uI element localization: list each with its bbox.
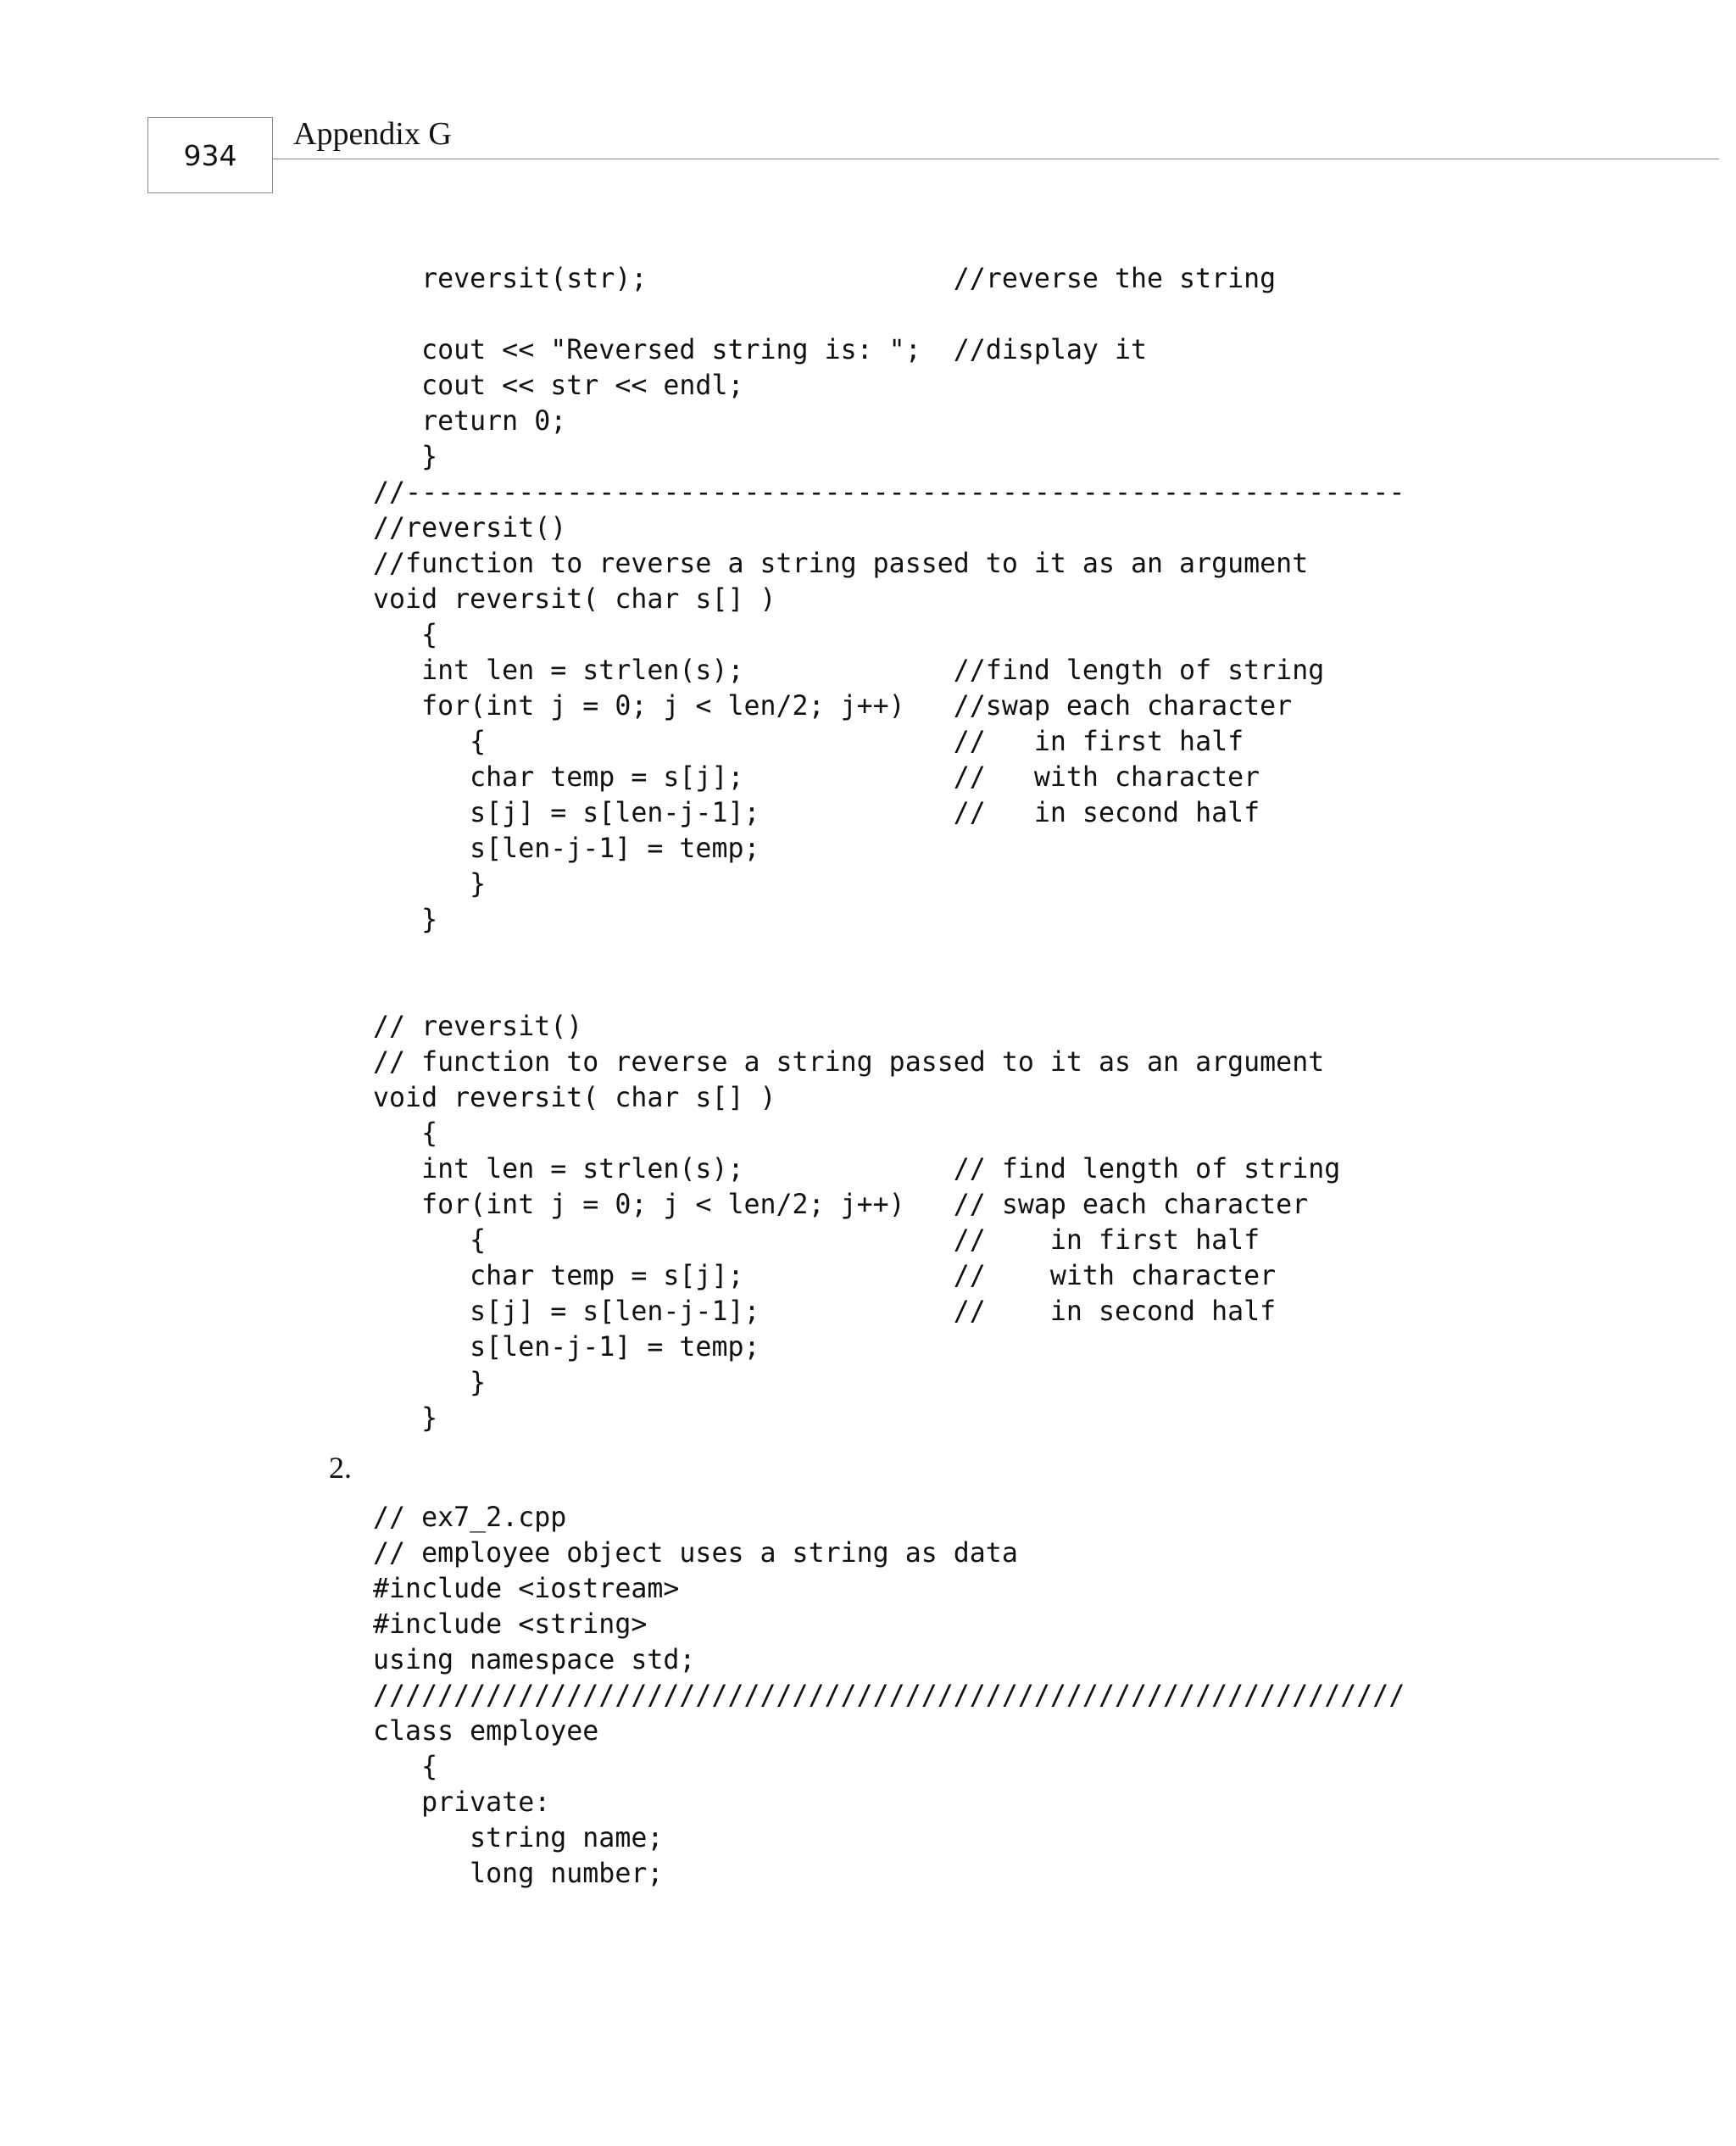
code-line: private: xyxy=(373,1787,551,1818)
code-line: char temp = s[j]; // with character xyxy=(373,1261,1277,1291)
code-line: for(int j = 0; j < len/2; j++) //swap each character xyxy=(373,691,1293,722)
code-line: //-------------------------------------------------------------- xyxy=(373,477,1405,508)
code-line: return 0; xyxy=(373,406,567,437)
code-line: reversit(str); //reverse the string xyxy=(373,264,1277,294)
code-line: #include <iostream> xyxy=(373,1574,680,1604)
code-line: { xyxy=(373,620,438,650)
code-line: // reversit() xyxy=(373,1012,583,1042)
running-header-title: Appendix G xyxy=(293,116,452,152)
code-line: cout << "Reversed string is: "; //display it xyxy=(373,335,1148,365)
code-line: //reversit() xyxy=(373,513,567,543)
code-line: // ex7_2.cpp xyxy=(373,1502,567,1533)
code-line: //////////////////////////////////////////////////////////////// xyxy=(373,1681,1405,1711)
code-line: long number; xyxy=(373,1859,664,1889)
code-line: } xyxy=(373,905,438,935)
code-line: } xyxy=(373,1368,487,1398)
code-line: int len = strlen(s); // find length of string xyxy=(373,1154,1341,1184)
code-line: } xyxy=(373,442,438,472)
code-line: int len = strlen(s); //find length of string xyxy=(373,655,1325,686)
code-line: { xyxy=(373,1118,438,1149)
code-line: s[j] = s[len-j-1]; // in second half xyxy=(373,798,1260,828)
exercise-number: 2. xyxy=(329,1451,352,1485)
code-line: } xyxy=(373,1403,438,1434)
code-line: for(int j = 0; j < len/2; j++) // swap each character xyxy=(373,1190,1309,1220)
code-line: { // in first half xyxy=(373,1225,1260,1256)
code-line: class employee xyxy=(373,1716,599,1747)
code-line: cout << str << endl; xyxy=(373,371,744,401)
code-line: { // in first half xyxy=(373,727,1244,757)
code-line: { xyxy=(373,1752,438,1782)
code-line: using namespace std; xyxy=(373,1645,696,1675)
code-line: void reversit( char s[] ) xyxy=(373,1083,776,1113)
code-line: // employee object uses a string as data xyxy=(373,1538,1018,1569)
page-number: 934 xyxy=(183,138,237,172)
code-line: s[len-j-1] = temp; xyxy=(373,833,760,864)
code-line: s[len-j-1] = temp; xyxy=(373,1332,760,1363)
code-line: //function to reverse a string passed to it as an argument xyxy=(373,549,1309,579)
code-line: // function to reverse a string passed to it as an argument xyxy=(373,1047,1325,1078)
code-line: s[j] = s[len-j-1]; // in second half xyxy=(373,1296,1277,1327)
code-line: } xyxy=(373,869,487,900)
code-line: char temp = s[j]; // with character xyxy=(373,762,1260,793)
code-line: void reversit( char s[] ) xyxy=(373,584,776,615)
code-line: string name; xyxy=(373,1823,664,1853)
page-number-box xyxy=(147,117,273,193)
code-line: #include <string> xyxy=(373,1609,648,1640)
